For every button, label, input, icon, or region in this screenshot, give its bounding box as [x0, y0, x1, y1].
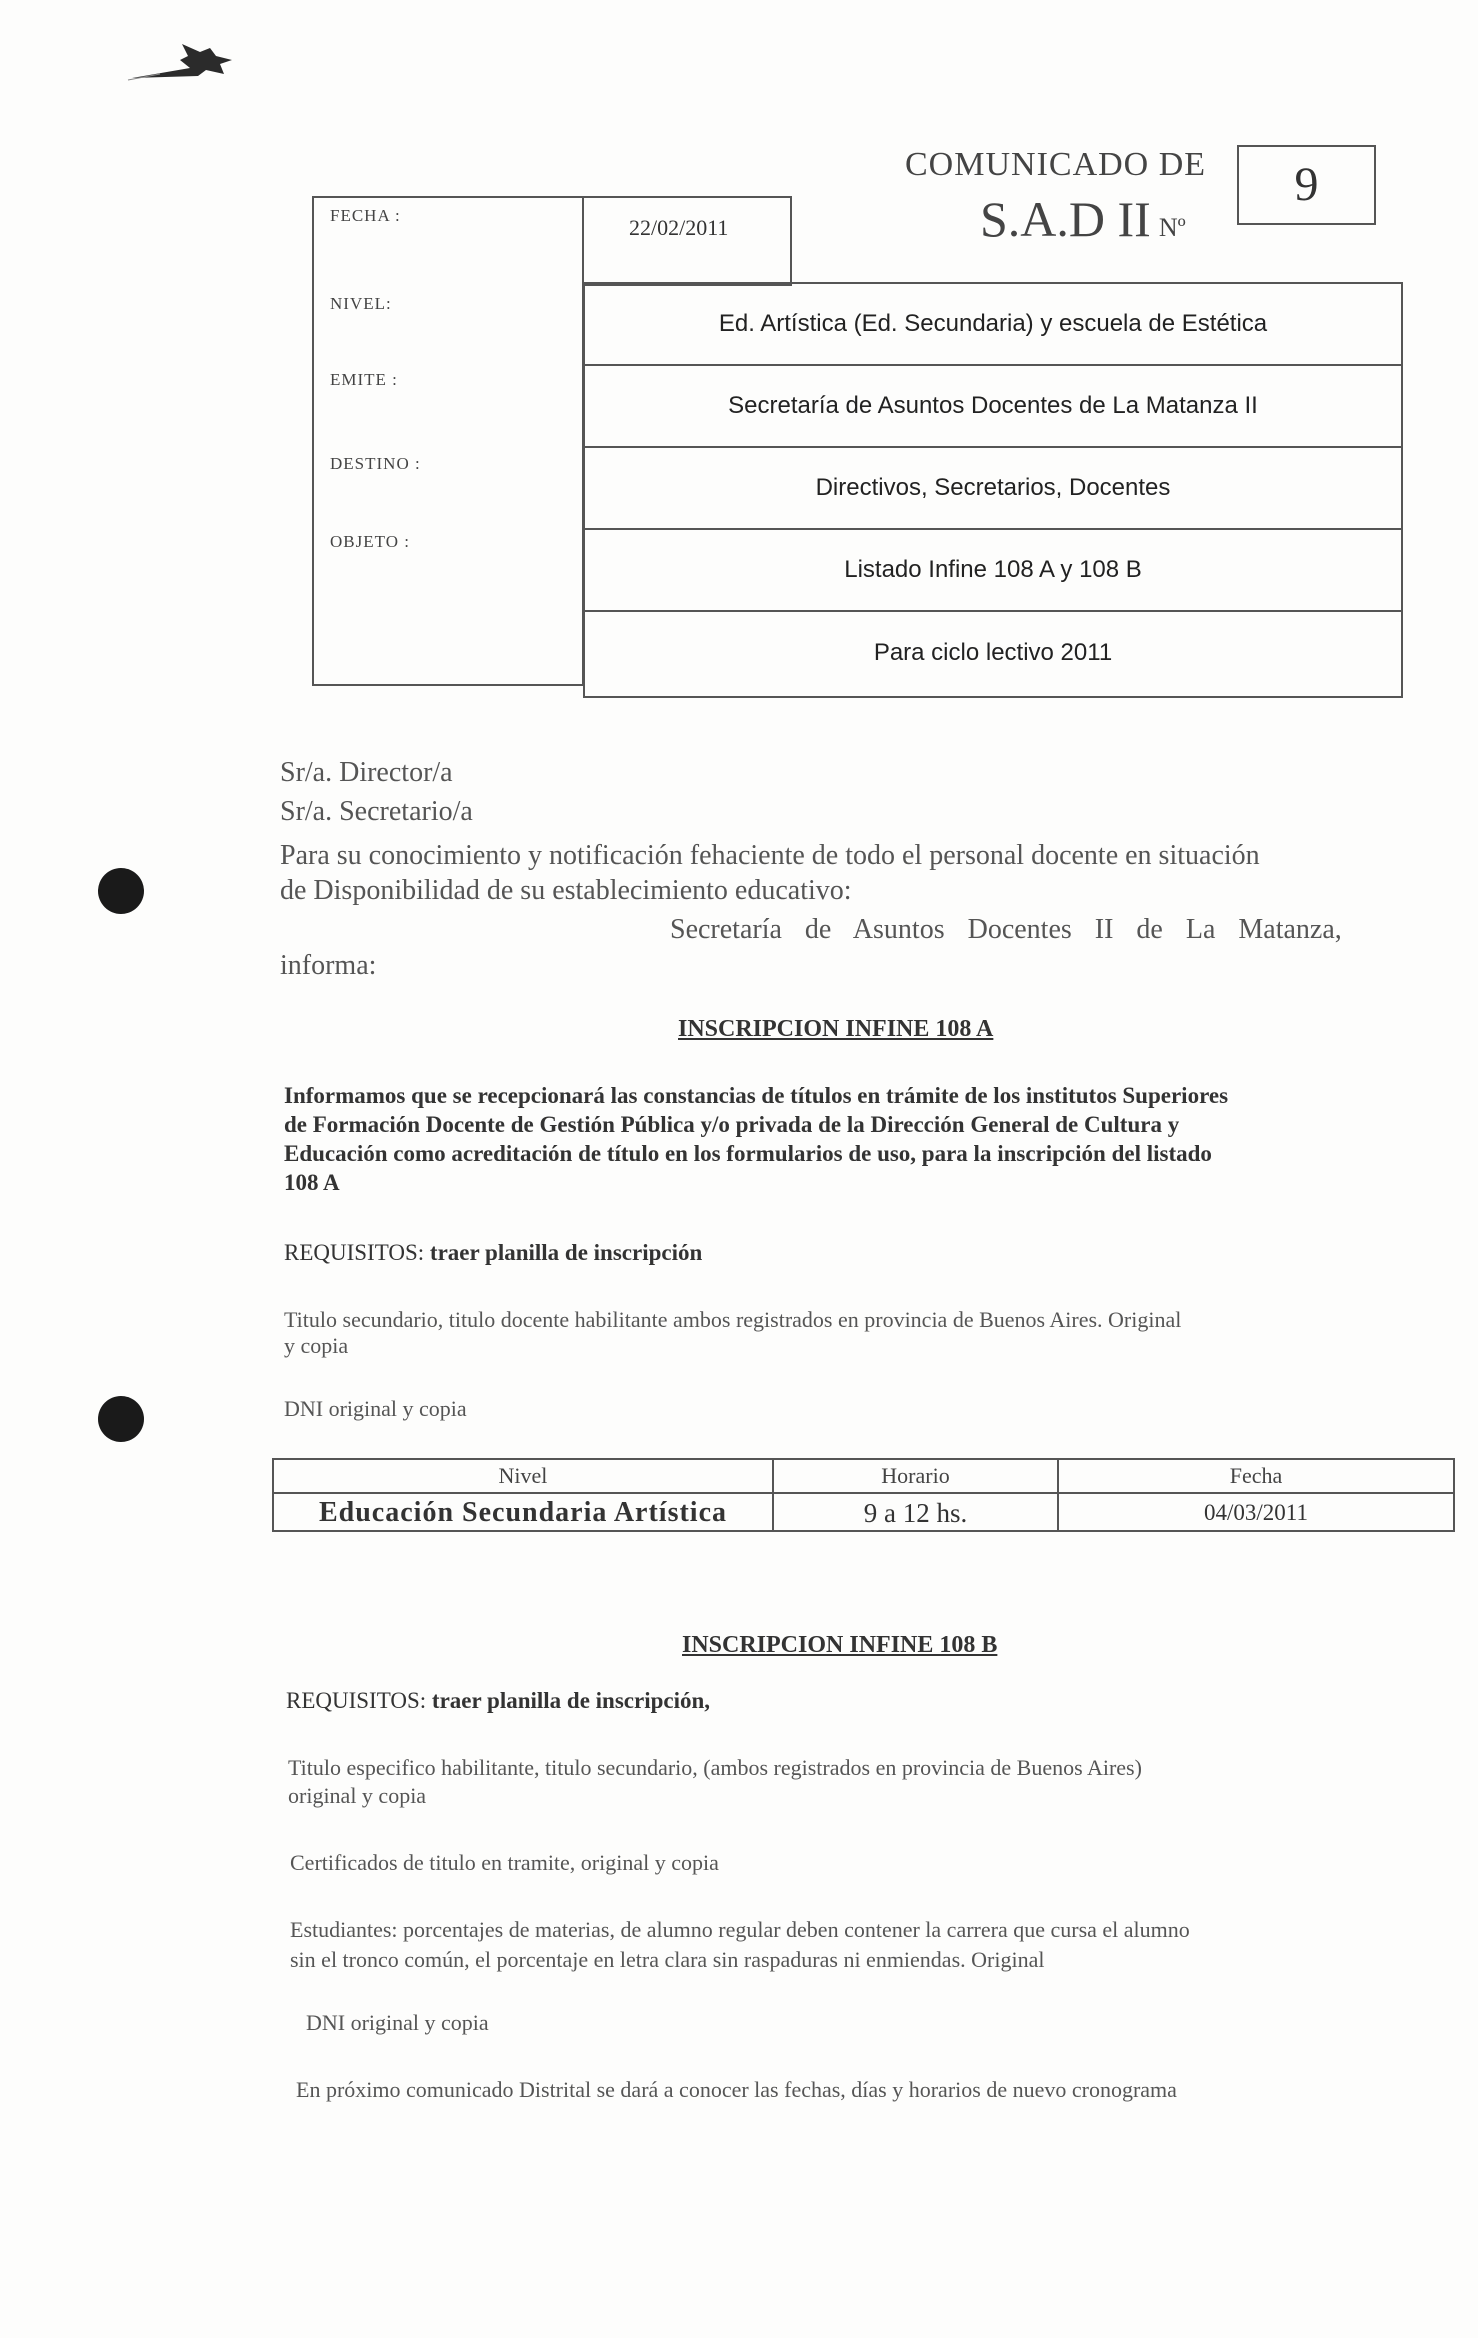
nivel-value: Ed. Artística (Ed. Secundaria) y escuela de Estética	[585, 284, 1401, 366]
destino-value: Directivos, Secretarios, Docentes	[585, 448, 1401, 530]
emite-value: Secretaría de Asuntos Docentes de La Matanza II	[585, 366, 1401, 448]
binder-hole	[98, 1396, 144, 1442]
destino-label: DESTINO :	[330, 454, 421, 473]
section-b-item-1a: Titulo especifico habilitante, titulo secundario, (ambos registrados en provincia de Buenos Aires)	[288, 1755, 1142, 1780]
section-b-title: INSCRIPCION INFINE 108 B	[682, 1632, 998, 1658]
salutation-secretary: Sr/a. Secretario/a	[280, 796, 473, 827]
schedule-col-fecha	[1059, 1460, 1453, 1530]
salutation-director: Sr/a. Director/a	[280, 757, 453, 788]
requirements-label: REQUISITOS:	[286, 1688, 427, 1713]
intro-line-2: de Disponibilidad de su establecimiento educativo:	[280, 875, 852, 906]
requirements-text: traer planilla de inscripción,	[431, 1688, 711, 1713]
sad-name: S.A.D II	[980, 191, 1151, 247]
section-a-title: INSCRIPCION INFINE 108 A	[678, 1016, 994, 1042]
fecha-label: FECHA :	[330, 206, 401, 225]
section-a-para-3: Educación como acreditación de título en los formularios de uso, para la inscripción del listado	[284, 1141, 1212, 1166]
section-b-requirements	[286, 1688, 710, 1714]
communique-number: 9	[1237, 145, 1376, 225]
objeto-value-2: Para ciclo lectivo 2011	[873, 639, 1113, 666]
schedule-cell-horario: 9 a 12 hs.	[863, 1498, 968, 1528]
section-b-item-1b: original y copia	[288, 1783, 427, 1808]
section-a-para-2: de Formación Docente de Gestión Pública y/o privada de la Dirección General de Cultura y	[284, 1112, 1180, 1137]
intro-line-4: informa:	[280, 950, 377, 981]
section-b-item-3a: Estudiantes: porcentajes de materias, de alumno regular deben contener la carrera que cursa el alumno	[290, 1917, 1190, 1942]
province-map-logo	[120, 30, 240, 90]
emite-label: EMITE :	[330, 370, 398, 389]
schedule-col-nivel	[274, 1460, 774, 1530]
section-b-item-4: DNI original y copia	[306, 2010, 489, 2035]
section-b-item-2: Certificados de titulo en tramite, original y copia	[290, 1850, 719, 1875]
intro-line-1: Para su conocimiento y notificación fehaciente de todo el personal docente en situación	[280, 840, 1260, 871]
fecha-box	[583, 196, 792, 286]
requirements-text: traer planilla de inscripción	[429, 1240, 703, 1265]
sad-label	[980, 190, 1186, 248]
schedule-header-fecha: Fecha	[1059, 1460, 1453, 1494]
requirements-label: REQUISITOS:	[284, 1240, 425, 1265]
communique-label: COMUNICADO DE	[905, 146, 1207, 183]
schedule-cell-fecha: 04/03/2011	[1204, 1500, 1308, 1525]
objeto-label: OBJETO :	[330, 532, 410, 551]
section-b-closing: En próximo comunicado Distrital se dará a conocer las fechas, días y horarios de nuevo cronograma	[296, 2077, 1177, 2102]
info-values-column	[583, 282, 1403, 698]
schedule-header-horario: Horario	[774, 1460, 1057, 1494]
fecha-value: 22/02/2011	[629, 215, 729, 240]
binder-hole	[98, 868, 144, 914]
section-a-item-1b: y copia	[284, 1333, 349, 1358]
section-a-item-1a: Titulo secundario, titulo docente habilitante ambos registrados en provincia de Buenos Aires. Original	[284, 1307, 1182, 1332]
nivel-label: NIVEL:	[330, 294, 392, 313]
section-a-item-2: DNI original y copia	[284, 1396, 467, 1421]
schedule-header-nivel: Nivel	[274, 1460, 772, 1494]
schedule-col-horario	[774, 1460, 1059, 1530]
schedule-table	[272, 1458, 1455, 1532]
section-a-requirements	[284, 1240, 702, 1266]
section-a-para-4: 108 A	[284, 1170, 340, 1195]
info-labels-column	[312, 196, 584, 686]
schedule-cell-nivel: Educación Secundaria Artística	[318, 1497, 727, 1528]
section-b-item-3b: sin el tronco común, el porcentaje en letra clara sin raspaduras ni enmiendas. Original	[290, 1947, 1045, 1972]
number-prefix: Nº	[1158, 213, 1186, 242]
objeto-value: Listado Infine 108 A y 108 B	[585, 530, 1401, 612]
intro-line-3: Secretaría de Asuntos Docentes II de La Matanza,	[670, 914, 1342, 945]
section-a-para-1: Informamos que se recepcionará las constancias de títulos en trámite de los institutos Superiores	[284, 1083, 1229, 1108]
